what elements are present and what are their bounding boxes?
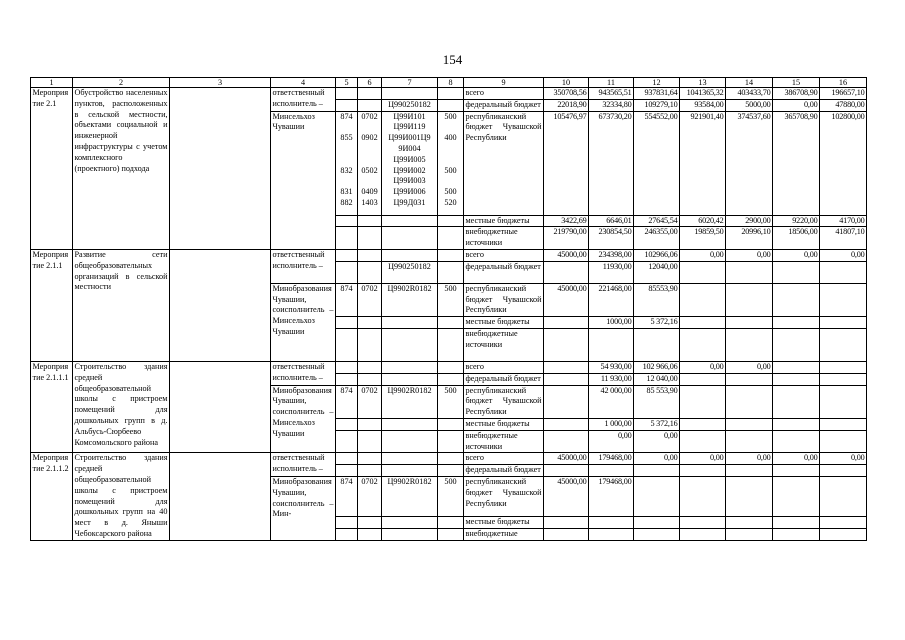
header-cell: 14 [726, 78, 773, 88]
funding-source-cell: внебюджетные источники [464, 430, 544, 453]
amount-cell [820, 385, 867, 418]
amount-cell [726, 328, 773, 361]
expense-type-cell [438, 528, 464, 540]
amount-cell [726, 418, 773, 430]
amount-cell [680, 418, 726, 430]
section-code-cell [358, 215, 382, 227]
target-code-cell [382, 328, 438, 361]
section-code-cell: 0702 0902 0502 0409 1403 [358, 111, 382, 215]
table-row [31, 361, 867, 373]
measure-name-cell: Строительство здания средней общеобразовательной школы с пристроем помещений для дошкольных групп на 40 мест в д. Яныши Чебоксарского района [73, 453, 170, 540]
amount-cell: 109279,10 [634, 99, 680, 111]
budget-table [30, 77, 867, 541]
amount-cell [726, 465, 773, 477]
funding-source-cell: внебюджетные источники [464, 227, 544, 250]
amount-cell: 1 000,00 [589, 418, 634, 430]
responsible-cell: ответственный исполнитель – [271, 453, 336, 477]
amount-cell [634, 528, 680, 540]
section-code-cell [358, 453, 382, 465]
measure-id-cell: Мероприятие 2.1.1.1 [31, 361, 73, 452]
amount-cell: 221468,00 [589, 283, 634, 316]
header-cell: 13 [680, 78, 726, 88]
target-code-cell: Ц990250182 [382, 99, 438, 111]
amount-cell: 0,00 [680, 361, 726, 373]
amount-cell [726, 430, 773, 453]
amount-cell: 18506,00 [773, 227, 820, 250]
expense-type-cell [438, 261, 464, 283]
measure-name-cell: Развитие сети общеобразовательных организаций в сельской местности [73, 249, 170, 361]
funding-source-cell: всего [464, 88, 544, 100]
amount-cell: 234398,00 [589, 249, 634, 261]
grbs-code-cell: 874 [336, 476, 358, 516]
amount-cell: 230854,50 [589, 227, 634, 250]
expense-type-cell [438, 317, 464, 329]
amount-cell: 943565,51 [589, 88, 634, 100]
amount-cell [680, 517, 726, 529]
grbs-code-cell [336, 215, 358, 227]
grbs-code-cell [336, 317, 358, 329]
empty-cell [170, 249, 271, 361]
empty-cell [170, 88, 271, 250]
target-code-cell [382, 528, 438, 540]
amount-cell: 102966,06 [634, 249, 680, 261]
section-code-cell [358, 227, 382, 250]
target-code-cell: Ц9902R0182 [382, 476, 438, 516]
amount-cell [773, 465, 820, 477]
target-code-cell [382, 465, 438, 477]
amount-cell: 27645,54 [634, 215, 680, 227]
target-code-cell [382, 249, 438, 261]
funding-source-cell: всего [464, 361, 544, 373]
target-code-cell [382, 453, 438, 465]
grbs-code-cell [336, 261, 358, 283]
target-code-cell [382, 361, 438, 373]
amount-cell [773, 361, 820, 373]
responsible-cell: ответственный исполнитель – [271, 88, 336, 112]
amount-cell: 386708,90 [773, 88, 820, 100]
funding-source-cell: республиканский бюджет Чувашской Республики [464, 476, 544, 516]
amount-cell: 45000,00 [544, 283, 589, 316]
funding-source-cell: республиканский бюджет Чувашской Республики [464, 283, 544, 316]
amount-cell [544, 418, 589, 430]
expense-type-cell [438, 430, 464, 453]
table-row [31, 453, 867, 465]
amount-cell: 0,00 [634, 430, 680, 453]
header-cell: 3 [170, 78, 271, 88]
amount-cell: 1041365,32 [680, 88, 726, 100]
amount-cell [820, 361, 867, 373]
target-code-cell [382, 517, 438, 529]
amount-cell [773, 283, 820, 316]
grbs-code-cell [336, 453, 358, 465]
section-code-cell [358, 88, 382, 100]
header-cell: 8 [438, 78, 464, 88]
expense-type-cell [438, 517, 464, 529]
amount-cell: 374537,60 [726, 111, 773, 215]
amount-cell: 9220,00 [773, 215, 820, 227]
amount-cell [680, 476, 726, 516]
amount-cell: 0,00 [680, 249, 726, 261]
executor-cell: Минобразования Чувашии, соисполнитель – Минсельхоз Чувашии [271, 283, 336, 361]
target-code-cell: Ц99И101 Ц99И119 Ц99И001Ц9 9И004 Ц99И005 Ц99И002 Ц99И003 Ц99И006 Ц99Д031 [382, 111, 438, 215]
empty-cell [170, 361, 271, 452]
section-code-cell [358, 99, 382, 111]
amount-cell [726, 317, 773, 329]
amount-cell: 47880,00 [820, 99, 867, 111]
grbs-code-cell [336, 328, 358, 361]
amount-cell [773, 430, 820, 453]
amount-cell [820, 517, 867, 529]
amount-cell: 0,00 [773, 99, 820, 111]
expense-type-cell [438, 465, 464, 477]
amount-cell: 3422,69 [544, 215, 589, 227]
measure-name-cell: Обустройство населенных пунктов, расположенных в сельской местности, объектами социальной и инженерной инфраструктуры с учетом комплексного (проектного) подхода [73, 88, 170, 250]
funding-source-cell: местные бюджеты [464, 317, 544, 329]
amount-cell: 19859,50 [680, 227, 726, 250]
amount-cell: 93584,00 [680, 99, 726, 111]
target-code-cell [382, 88, 438, 100]
measure-name-cell: Строительство здания средней общеобразовательной школы с пристроем помещений для дошкольных групп в д. Альбусь-Сюрбеево Комсомольского района [73, 361, 170, 452]
amount-cell [544, 465, 589, 477]
expense-type-cell [438, 227, 464, 250]
amount-cell [726, 476, 773, 516]
amount-cell: 1000,00 [589, 317, 634, 329]
table-row [31, 249, 867, 261]
grbs-code-cell [336, 361, 358, 373]
amount-cell [820, 476, 867, 516]
amount-cell: 85 553,90 [634, 385, 680, 418]
funding-source-cell: республиканский бюджет Чувашской Республики [464, 111, 544, 215]
measure-id-cell: Мероприятие 2.1 [31, 88, 73, 250]
expense-type-cell [438, 88, 464, 100]
amount-cell: 20996,10 [726, 227, 773, 250]
amount-cell: 6646,01 [589, 215, 634, 227]
amount-cell: 554552,00 [634, 111, 680, 215]
header-cell: 11 [589, 78, 634, 88]
responsible-cell: ответственный исполнитель – [271, 361, 336, 385]
section-code-cell [358, 317, 382, 329]
amount-cell: 0,00 [820, 249, 867, 261]
grbs-code-cell [336, 418, 358, 430]
amount-cell [589, 517, 634, 529]
amount-cell: 32334,80 [589, 99, 634, 111]
funding-source-cell: федеральный бюджет [464, 261, 544, 283]
amount-cell: 196657,10 [820, 88, 867, 100]
section-code-cell [358, 418, 382, 430]
amount-cell [773, 317, 820, 329]
target-code-cell [382, 373, 438, 385]
funding-source-cell: внебюджетные источники [464, 328, 544, 361]
grbs-code-cell [336, 373, 358, 385]
grbs-code-cell [336, 528, 358, 540]
amount-cell [680, 328, 726, 361]
amount-cell: 179468,00 [589, 453, 634, 465]
grbs-code-cell [336, 249, 358, 261]
section-code-cell [358, 361, 382, 373]
funding-source-cell: местные бюджеты [464, 418, 544, 430]
amount-cell: 12040,00 [634, 261, 680, 283]
amount-cell: 22018,90 [544, 99, 589, 111]
grbs-code-cell [336, 465, 358, 477]
grbs-code-cell [336, 227, 358, 250]
target-code-cell [382, 317, 438, 329]
header-cell: 12 [634, 78, 680, 88]
section-code-cell [358, 373, 382, 385]
amount-cell: 179468,00 [589, 476, 634, 516]
amount-cell: 350708,56 [544, 88, 589, 100]
amount-cell: 937831,64 [634, 88, 680, 100]
amount-cell: 0,00 [680, 453, 726, 465]
amount-cell [820, 283, 867, 316]
amount-cell: 403433,70 [726, 88, 773, 100]
amount-cell: 0,00 [634, 453, 680, 465]
amount-cell [680, 528, 726, 540]
funding-source-cell: местные бюджеты [464, 517, 544, 529]
amount-cell [680, 283, 726, 316]
amount-cell [773, 476, 820, 516]
executor-cell: Минсельхоз Чувашии [271, 111, 336, 249]
responsible-cell: ответственный исполнитель – [271, 249, 336, 283]
amount-cell [544, 328, 589, 361]
amount-cell [680, 261, 726, 283]
amount-cell: 365708,90 [773, 111, 820, 215]
page-number: 154 [442, 52, 463, 67]
amount-cell: 5 372,16 [634, 317, 680, 329]
expense-type-cell: 500 [438, 385, 464, 418]
amount-cell [726, 283, 773, 316]
header-cell: 7 [382, 78, 438, 88]
amount-cell: 246355,00 [634, 227, 680, 250]
expense-type-cell [438, 99, 464, 111]
funding-source-cell: федеральный бюджет [464, 465, 544, 477]
amount-cell: 11930,00 [589, 261, 634, 283]
funding-source-cell: внебюджетные [464, 528, 544, 540]
amount-cell: 0,00 [820, 453, 867, 465]
section-code-cell [358, 261, 382, 283]
header-cell: 10 [544, 78, 589, 88]
section-code-cell [358, 517, 382, 529]
target-code-cell [382, 418, 438, 430]
amount-cell [773, 418, 820, 430]
amount-cell: 673730,20 [589, 111, 634, 215]
grbs-code-cell [336, 88, 358, 100]
amount-cell: 5 372,16 [634, 418, 680, 430]
amount-cell: 0,00 [726, 361, 773, 373]
expense-type-cell [438, 215, 464, 227]
amount-cell: 105476,97 [544, 111, 589, 215]
amount-cell: 54 930,00 [589, 361, 634, 373]
header-cell: 2 [73, 78, 170, 88]
measure-id-cell: Мероприятие 2.1.1.2 [31, 453, 73, 540]
amount-cell [726, 261, 773, 283]
empty-cell [170, 453, 271, 540]
amount-cell: 12 040,00 [634, 373, 680, 385]
amount-cell [680, 373, 726, 385]
amount-cell: 0,00 [726, 249, 773, 261]
section-code-cell [358, 249, 382, 261]
grbs-code-cell: 874 [336, 283, 358, 316]
amount-cell [820, 317, 867, 329]
target-code-cell: Ц990250182 [382, 261, 438, 283]
expense-type-cell: 500 [438, 283, 464, 316]
funding-source-cell: всего [464, 453, 544, 465]
header-cell: 15 [773, 78, 820, 88]
amount-cell: 0,00 [773, 249, 820, 261]
table-row [31, 88, 867, 100]
amount-cell [820, 465, 867, 477]
target-code-cell: Ц9902R0182 [382, 283, 438, 316]
amount-cell [773, 328, 820, 361]
expense-type-cell [438, 373, 464, 385]
amount-cell [820, 373, 867, 385]
amount-cell: 102800,00 [820, 111, 867, 215]
amount-cell [544, 317, 589, 329]
section-code-cell: 0702 [358, 283, 382, 316]
amount-cell [680, 430, 726, 453]
section-code-cell [358, 430, 382, 453]
funding-source-cell: федеральный бюджет [464, 99, 544, 111]
amount-cell: 5000,00 [726, 99, 773, 111]
expense-type-cell [438, 361, 464, 373]
amount-cell [634, 328, 680, 361]
section-code-cell [358, 328, 382, 361]
target-code-cell [382, 227, 438, 250]
amount-cell [820, 261, 867, 283]
expense-type-cell [438, 249, 464, 261]
funding-source-cell: федеральный бюджет [464, 373, 544, 385]
amount-cell [820, 418, 867, 430]
section-code-cell: 0702 [358, 476, 382, 516]
amount-cell [544, 385, 589, 418]
grbs-code-cell [336, 517, 358, 529]
funding-source-cell: всего [464, 249, 544, 261]
amount-cell [589, 465, 634, 477]
amount-cell: 45000,00 [544, 476, 589, 516]
grbs-code-cell [336, 430, 358, 453]
grbs-code-cell: 874 [336, 385, 358, 418]
amount-cell [773, 517, 820, 529]
amount-cell [589, 328, 634, 361]
amount-cell [773, 373, 820, 385]
amount-cell [726, 517, 773, 529]
amount-cell [773, 261, 820, 283]
amount-cell [680, 385, 726, 418]
amount-cell [544, 361, 589, 373]
amount-cell [544, 373, 589, 385]
amount-cell: 45000,00 [544, 453, 589, 465]
expense-type-cell [438, 328, 464, 361]
section-code-cell [358, 528, 382, 540]
amount-cell: 11 930,00 [589, 373, 634, 385]
amount-cell [589, 528, 634, 540]
header-cell: 1 [31, 78, 73, 88]
amount-cell: 6020,42 [680, 215, 726, 227]
executor-cell: Минобразования Чувашии, соисполнитель – Мин- [271, 476, 336, 540]
funding-source-cell: местные бюджеты [464, 215, 544, 227]
target-code-cell [382, 215, 438, 227]
amount-cell: 85553,90 [634, 283, 680, 316]
amount-cell [544, 261, 589, 283]
amount-cell: 102 966,06 [634, 361, 680, 373]
amount-cell [820, 328, 867, 361]
amount-cell [773, 385, 820, 418]
header-cell: 4 [271, 78, 336, 88]
target-code-cell: Ц9902R0182 [382, 385, 438, 418]
amount-cell: 921901,40 [680, 111, 726, 215]
amount-cell: 45000,00 [544, 249, 589, 261]
amount-cell [634, 476, 680, 516]
expense-type-cell [438, 418, 464, 430]
amount-cell [726, 528, 773, 540]
amount-cell: 41807,10 [820, 227, 867, 250]
amount-cell [726, 385, 773, 418]
amount-cell: 0,00 [773, 453, 820, 465]
section-code-cell: 0702 [358, 385, 382, 418]
header-row [31, 78, 867, 88]
header-cell: 16 [820, 78, 867, 88]
amount-cell [726, 373, 773, 385]
amount-cell [544, 517, 589, 529]
amount-cell: 42 000,00 [589, 385, 634, 418]
amount-cell [680, 465, 726, 477]
funding-source-cell: республиканский бюджет Чувашской Республики [464, 385, 544, 418]
amount-cell [634, 465, 680, 477]
amount-cell [544, 528, 589, 540]
amount-cell [634, 517, 680, 529]
expense-type-cell: 500 400 500 500 520 [438, 111, 464, 215]
amount-cell: 2900,00 [726, 215, 773, 227]
amount-cell: 219790,00 [544, 227, 589, 250]
amount-cell [773, 528, 820, 540]
grbs-code-cell [336, 99, 358, 111]
amount-cell: 4170,00 [820, 215, 867, 227]
header-cell: 6 [358, 78, 382, 88]
section-code-cell [358, 465, 382, 477]
header-cell: 9 [464, 78, 544, 88]
amount-cell [820, 430, 867, 453]
measure-id-cell: Мероприятие 2.1.1 [31, 249, 73, 361]
target-code-cell [382, 430, 438, 453]
grbs-code-cell: 874 855 832 831 882 [336, 111, 358, 215]
amount-cell [544, 430, 589, 453]
header-cell: 5 [336, 78, 358, 88]
expense-type-cell [438, 453, 464, 465]
amount-cell: 0,00 [726, 453, 773, 465]
amount-cell [820, 528, 867, 540]
executor-cell: Минобразования Чувашии, соисполнитель – Минсельхоз Чувашии [271, 385, 336, 453]
amount-cell: 0,00 [589, 430, 634, 453]
expense-type-cell: 500 [438, 476, 464, 516]
amount-cell [680, 317, 726, 329]
